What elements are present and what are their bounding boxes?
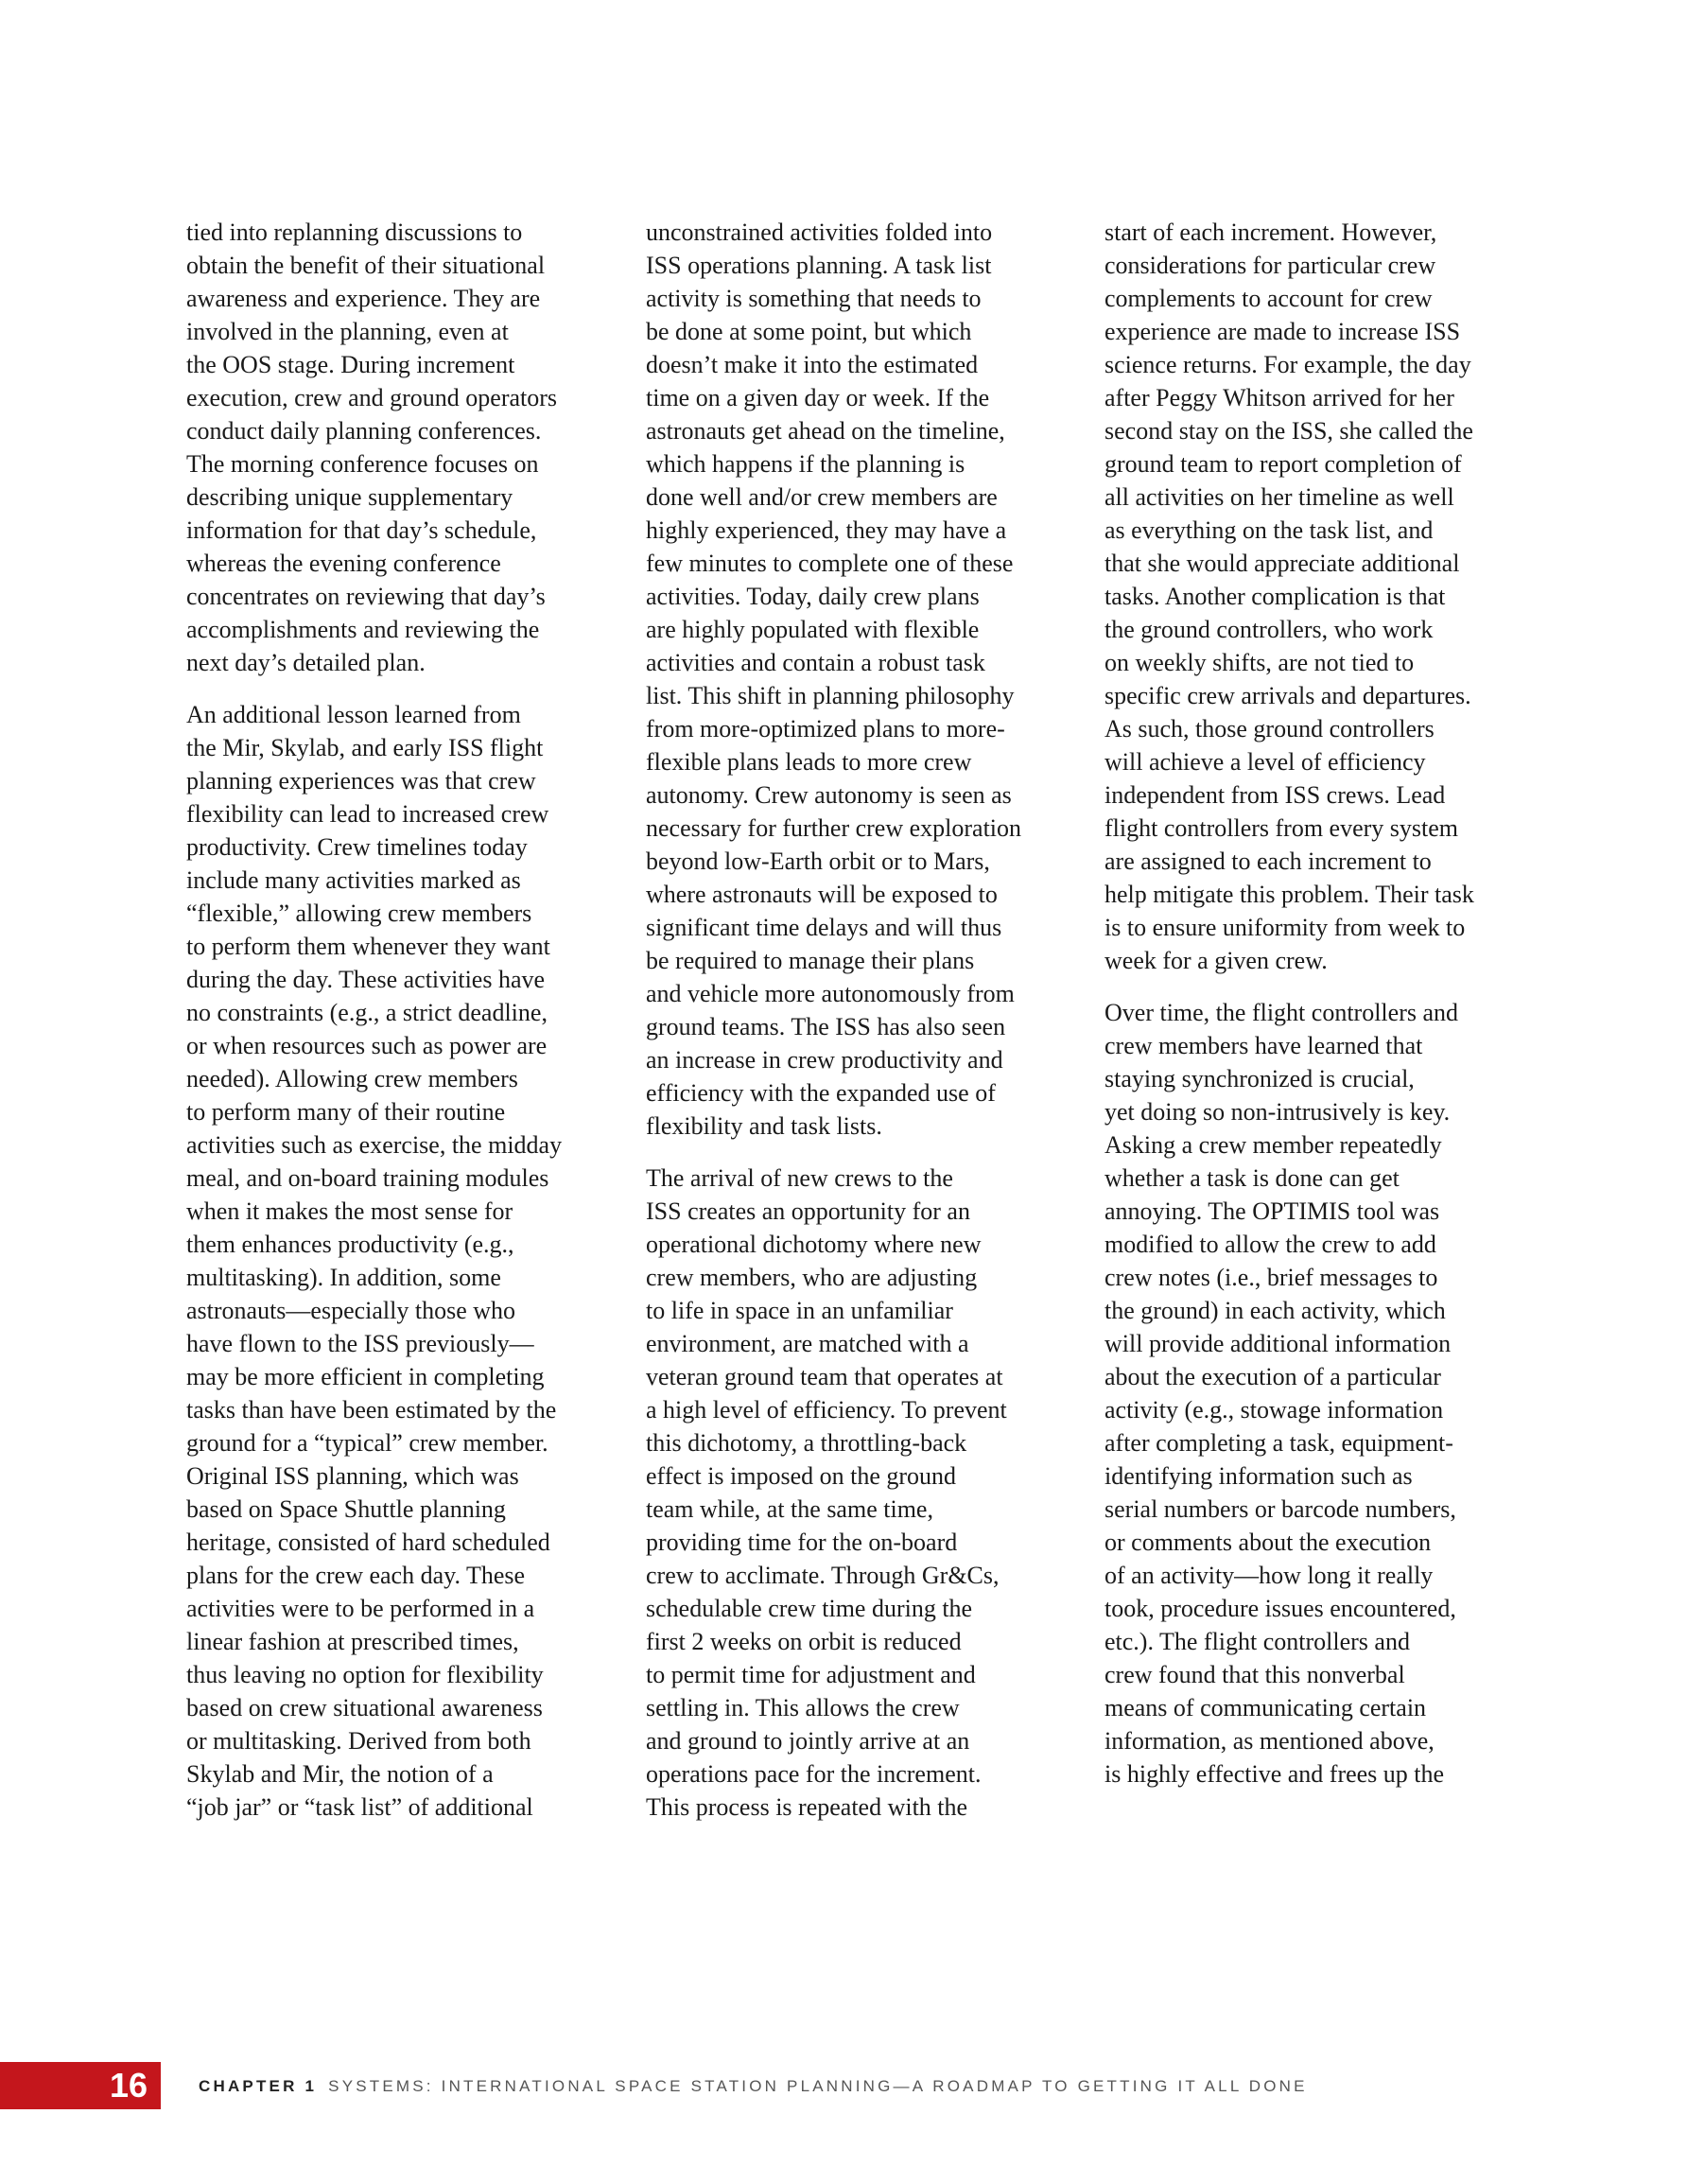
text-line: means of communicating certain — [1104, 1694, 1427, 1721]
text-line: science returns. For example, the day — [1104, 351, 1471, 378]
text-line: productivity. Crew timelines today — [186, 833, 528, 861]
text-line: involved in the planning, even at — [186, 318, 509, 345]
text-line: after completing a task, equipment- — [1104, 1429, 1453, 1457]
text-line: etc.). The flight controllers and — [1104, 1628, 1410, 1655]
text-line: as everything on the task list, and — [1104, 516, 1434, 544]
page-number-box — [0, 2062, 161, 2109]
text-line: astronauts—especially those who — [186, 1297, 516, 1324]
text-line: is to ensure uniformity from week to — [1104, 914, 1466, 941]
text-line: settling in. This allows the crew — [646, 1694, 960, 1721]
chapter-label: CHAPTER 1 — [199, 2077, 318, 2095]
text-line: week for a given crew. — [1104, 947, 1328, 974]
text-line: “job jar” or “task list” of additional — [186, 1793, 533, 1821]
text-line: Asking a crew member repeatedly — [1104, 1131, 1442, 1159]
text-line: to perform many of their routine — [186, 1098, 506, 1126]
text-line: will achieve a level of efficiency — [1104, 748, 1426, 776]
text-line: activities were to be performed in a — [186, 1595, 535, 1622]
text-line: about the execution of a particular — [1104, 1363, 1441, 1390]
text-line: serial numbers or barcode numbers, — [1104, 1495, 1456, 1523]
text-line: tasks than have been estimated by the — [186, 1396, 557, 1424]
text-line: The morning conference focuses on — [186, 450, 539, 478]
text-line: a high level of efficiency. To prevent — [646, 1396, 1007, 1424]
text-line: are assigned to each increment to — [1104, 847, 1432, 875]
text-line: to life in space in an unfamiliar — [646, 1297, 953, 1324]
paragraph — [646, 216, 1071, 1143]
text-line: or when resources such as power are — [186, 1032, 548, 1059]
text-line: thus leaving no option for flexibility — [186, 1661, 544, 1688]
text-line: on weekly shifts, are not tied to — [1104, 649, 1415, 676]
text-line: accomplishments and reviewing the — [186, 616, 540, 643]
text-line: activities such as exercise, the midday — [186, 1131, 563, 1159]
text-line: Original ISS planning, which was — [186, 1462, 519, 1490]
text-line: information, as mentioned above, — [1104, 1727, 1435, 1755]
text-line: Over time, the flight controllers and — [1104, 999, 1459, 1026]
text-line: them enhances productivity (e.g., — [186, 1231, 514, 1258]
text-line: obtain the benefit of their situational — [186, 252, 546, 279]
text-line: done well and/or crew members are — [646, 483, 998, 511]
text-line: This process is repeated with the — [646, 1793, 968, 1821]
text-line: where astronauts will be exposed to — [646, 881, 998, 908]
text-line: necessary for further crew exploration — [646, 814, 1022, 842]
text-line: include many activities marked as — [186, 866, 521, 894]
text-line: information for that day’s schedule, — [186, 516, 537, 544]
text-line: whereas the evening conference — [186, 550, 501, 577]
text-line: meal, and on-board training modules — [186, 1164, 549, 1192]
text-line: planning experiences was that crew — [186, 767, 536, 795]
text-line: operations pace for the increment. — [646, 1760, 982, 1788]
text-line: execution, crew and ground operators — [186, 384, 558, 411]
text-line: an increase in crew productivity and — [646, 1046, 1003, 1074]
page-number: 16 — [109, 2066, 148, 2105]
text-line: have flown to the ISS previously— — [186, 1330, 534, 1357]
text-line: crew found that this nonverbal — [1104, 1661, 1405, 1688]
text-line: annoying. The OPTIMIS tool was — [1104, 1197, 1440, 1225]
text-line: all activities on her timeline as well — [1104, 483, 1454, 511]
page-footer — [0, 2062, 1687, 2109]
text-line: or multitasking. Derived from both — [186, 1727, 531, 1755]
text-line: effect is imposed on the ground — [646, 1462, 957, 1490]
text-line: is highly effective and frees up the — [1104, 1760, 1445, 1788]
text-column-2 — [646, 216, 1071, 1843]
text-line: activities. Today, daily crew plans — [646, 583, 980, 610]
text-line: are highly populated with flexible — [646, 616, 980, 643]
text-line: doesn’t make it into the estimated — [646, 351, 979, 378]
text-line: describing unique supplementary — [186, 483, 513, 511]
text-line: specific crew arrivals and departures. — [1104, 682, 1471, 709]
text-line: crew to acclimate. Through Gr&Cs, — [646, 1562, 1000, 1589]
text-line: modified to allow the crew to add — [1104, 1231, 1436, 1258]
text-line: to permit time for adjustment and — [646, 1661, 976, 1688]
text-line: tasks. Another complication is that — [1104, 583, 1446, 610]
text-line: considerations for particular crew — [1104, 252, 1436, 279]
paragraph — [646, 1162, 1071, 1824]
text-line: took, procedure issues encountered, — [1104, 1595, 1456, 1622]
text-line: astronauts get ahead on the timeline, — [646, 417, 1005, 445]
text-line: multitasking). In addition, some — [186, 1264, 501, 1291]
text-line: help mitigate this problem. Their task — [1104, 881, 1474, 908]
text-line: time on a given day or week. If the — [646, 384, 990, 411]
text-line: ISS creates an opportunity for an — [646, 1197, 970, 1225]
text-line: independent from ISS crews. Lead — [1104, 781, 1446, 809]
text-line: ground team to report completion of — [1104, 450, 1462, 478]
text-line: unconstrained activities folded into — [646, 218, 993, 246]
text-line: the Mir, Skylab, and early ISS flight — [186, 734, 544, 761]
text-line: or comments about the execution — [1104, 1529, 1432, 1556]
text-line: of an activity—how long it really — [1104, 1562, 1434, 1589]
text-line: providing time for the on-board — [646, 1529, 958, 1556]
text-line: few minutes to complete one of these — [646, 550, 1014, 577]
text-line: from more-optimized plans to more- — [646, 715, 1005, 743]
text-line: ground for a “typical” crew member. — [186, 1429, 548, 1457]
text-line: during the day. These activities have — [186, 966, 546, 993]
text-line: to perform them whenever they want — [186, 933, 550, 960]
text-line: crew members, who are adjusting — [646, 1264, 978, 1291]
text-line: based on crew situational awareness — [186, 1694, 543, 1721]
text-line: highly experienced, they may have a — [646, 516, 1007, 544]
text-line: ISS operations planning. A task list — [646, 252, 992, 279]
text-line: start of each increment. However, — [1104, 218, 1437, 246]
text-line: that she would appreciate additional — [1104, 550, 1460, 577]
text-line: activity is something that needs to — [646, 285, 982, 312]
text-line: second stay on the ISS, she called the — [1104, 417, 1473, 445]
text-line: heritage, consisted of hard scheduled — [186, 1529, 550, 1556]
text-line: tied into replanning discussions to — [186, 218, 523, 246]
text-line: team while, at the same time, — [646, 1495, 933, 1523]
text-line: will provide additional information — [1104, 1330, 1452, 1357]
text-line: Skylab and Mir, the notion of a — [186, 1760, 494, 1788]
text-line: beyond low-Earth orbit or to Mars, — [646, 847, 990, 875]
paragraph — [1104, 216, 1530, 977]
text-line: “flexible,” allowing crew members — [186, 900, 532, 927]
text-line: needed). Allowing crew members — [186, 1065, 518, 1092]
text-line: list. This shift in planning philosophy — [646, 682, 1015, 709]
text-line: flexibility can lead to increased crew — [186, 800, 549, 828]
text-line: be done at some point, but which — [646, 318, 972, 345]
text-line: awareness and experience. They are — [186, 285, 541, 312]
text-line: the OOS stage. During increment — [186, 351, 515, 378]
text-column-3 — [1104, 216, 1530, 1809]
paragraph — [1104, 996, 1530, 1791]
text-line: first 2 weeks on orbit is reduced — [646, 1628, 962, 1655]
text-line: conduct daily planning conferences. — [186, 417, 542, 445]
text-line: linear fashion at prescribed times, — [186, 1628, 519, 1655]
text-line: be required to manage their plans — [646, 947, 975, 974]
text-line: veteran ground team that operates at — [646, 1363, 1003, 1390]
text-line: complements to account for crew — [1104, 285, 1433, 312]
text-line: identifying information such as — [1104, 1462, 1413, 1490]
text-line: and ground to jointly arrive at an — [646, 1727, 970, 1755]
text-line: As such, those ground controllers — [1104, 715, 1435, 743]
text-line: yet doing so non-intrusively is key. — [1104, 1098, 1451, 1126]
text-line: An additional lesson learned from — [186, 701, 521, 728]
text-line: this dichotomy, a throttling-back — [646, 1429, 967, 1457]
text-line: and vehicle more autonomously from — [646, 980, 1015, 1007]
text-line: experience are made to increase ISS — [1104, 318, 1461, 345]
text-line: no constraints (e.g., a strict deadline, — [186, 999, 548, 1026]
text-line: next day’s detailed plan. — [186, 649, 426, 676]
text-line: ground teams. The ISS has also seen — [646, 1013, 1006, 1040]
paragraph — [186, 216, 612, 679]
chapter-title: SYSTEMS: INTERNATIONAL SPACE STATION PLANNING—A ROADMAP TO GETTING IT ALL DONE — [328, 2077, 1308, 2095]
text-line: crew notes (i.e., brief messages to — [1104, 1264, 1438, 1291]
text-line: the ground) in each activity, which — [1104, 1297, 1446, 1324]
text-line: flexible plans leads to more crew — [646, 748, 972, 776]
text-line: schedulable crew time during the — [646, 1595, 973, 1622]
text-line: efficiency with the expanded use of — [646, 1079, 996, 1107]
text-line: staying synchronized is crucial, — [1104, 1065, 1415, 1092]
text-line: The arrival of new crews to the — [646, 1164, 953, 1192]
running-footer — [199, 2076, 1308, 2097]
text-line: crew members have learned that — [1104, 1032, 1423, 1059]
text-line: which happens if the planning is — [646, 450, 965, 478]
text-line: based on Space Shuttle planning — [186, 1495, 506, 1523]
text-line: whether a task is done can get — [1104, 1164, 1400, 1192]
text-line: environment, are matched with a — [646, 1330, 969, 1357]
text-line: plans for the crew each day. These — [186, 1562, 526, 1589]
text-line: significant time delays and will thus — [646, 914, 1002, 941]
text-line: activity (e.g., stowage information — [1104, 1396, 1444, 1424]
text-line: activities and contain a robust task — [646, 649, 985, 676]
text-line: the ground controllers, who work — [1104, 616, 1434, 643]
text-column-1 — [186, 216, 612, 1843]
text-line: when it makes the most sense for — [186, 1197, 513, 1225]
text-line: operational dichotomy where new — [646, 1231, 982, 1258]
text-line: flexibility and task lists. — [646, 1112, 882, 1140]
text-line: may be more efficient in completing — [186, 1363, 545, 1390]
text-line: autonomy. Crew autonomy is seen as — [646, 781, 1012, 809]
paragraph — [186, 698, 612, 1824]
text-line: flight controllers from every system — [1104, 814, 1459, 842]
text-line: after Peggy Whitson arrived for her — [1104, 384, 1454, 411]
text-line: concentrates on reviewing that day’s — [186, 583, 546, 610]
